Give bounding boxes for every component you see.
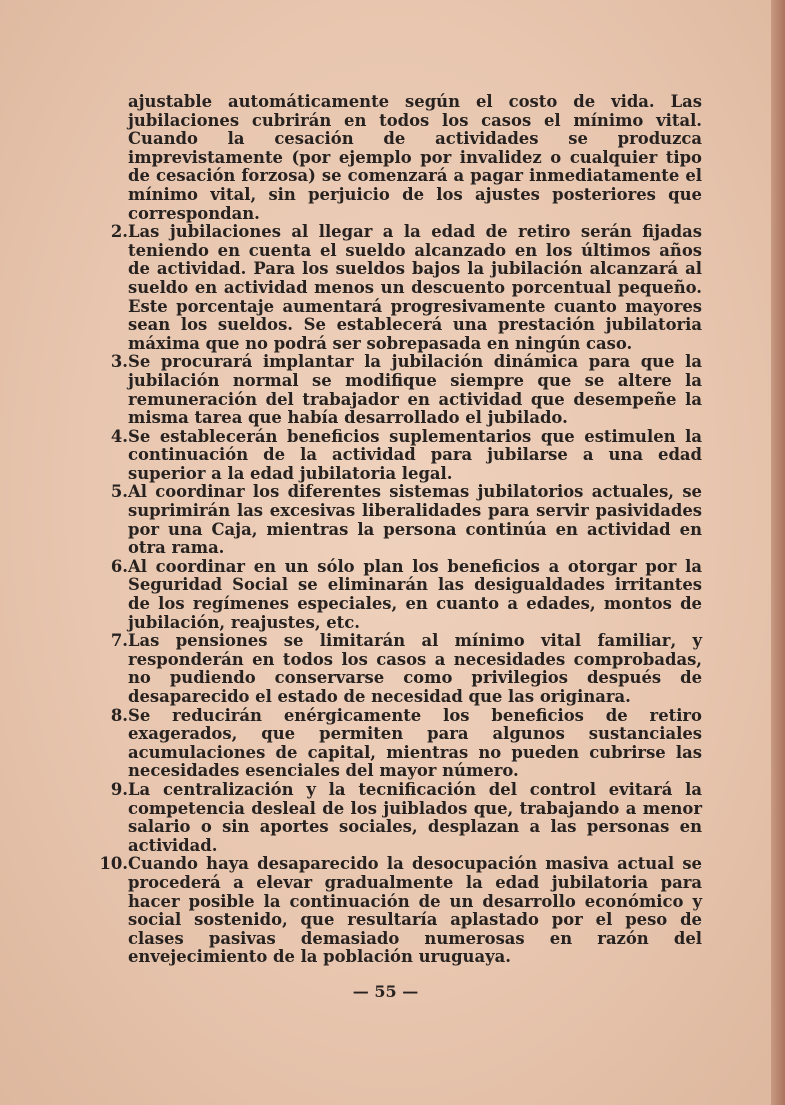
item-text: Se reducirán enérgicamente los beneficios de retiro exagerados, que permiten para algunos sustanciales acumulaciones de capital, mientras no pueden cubrirse las necesidades esenciales del mayor número. bbox=[128, 705, 702, 781]
list-item bbox=[80, 632, 702, 706]
item-text: Las jubilaciones al llegar a la edad de retiro serán fijadas teniendo en cuenta el sueldo alcanzado en los últimos años de actividad. Para los sueldos bajos la jubilación alcanzará al sueldo en actividad menos un descuento porcentual pequeño. Este porcentaje aumentará progresivamente cuanto mayores sean los sueldos. Se establecerá una prestación jubilatoria máxima que no podrá ser sobrepasada en ningún caso. bbox=[128, 222, 702, 353]
page-text bbox=[80, 93, 702, 967]
item-text: Las pensiones se limitarán al mínimo vital familiar, y responderán en todos los casos a necesidades comprobadas, no pudiendo conservarse como privilegios después de desaparecido el estado de necesidad que las originara. bbox=[128, 631, 702, 706]
list-item bbox=[80, 223, 702, 353]
item-text: La centralización y la tecnificación del control evitará la competencia desleal de los juiblados que, trabajando a menor salario o sin aportes sociales, desplazan a las personas en actividad. bbox=[128, 779, 702, 855]
page-number: — 55 — bbox=[352, 982, 419, 1001]
list-item bbox=[80, 855, 702, 967]
list-item bbox=[80, 353, 702, 427]
item-number: 10. bbox=[99, 854, 128, 874]
list-item bbox=[80, 558, 702, 632]
item-text: Se procurará implantar la jubilación dinámica para que la jubilación normal se modifique siempre que se altere la remuneración del trabajador en actividad que desempeñe la misma tarea que había desarrollado el jubilado. bbox=[128, 352, 702, 428]
item-number: 8. bbox=[110, 705, 128, 725]
item-number: 4. bbox=[110, 426, 128, 446]
list-item bbox=[80, 428, 702, 484]
item-text: Al coordinar los diferentes sistemas jubilatorios actuales, se suprimirán las excesivas liberalidades para servir pasividades por una Caja, mientras la persona continúa en actividad en otra rama. bbox=[128, 482, 702, 558]
emphasis: mínimo vital familiar bbox=[454, 631, 671, 651]
item-text: Cuando haya desaparecido la desocupación masiva actual se procederá a elevar gradualmente la edad jubilatoria para hacer posible la continuación de un desarrollo económico y social sostenido, que resultaría aplastado por el peso de clases pasivas demasiado numerosas en razón del envejecimiento de la población uruguaya. bbox=[128, 854, 702, 967]
item-text: Al coordinar en un sólo plan los beneficios a otorgar por la Seguridad Social se eliminarán las desigualdades irritantes de los regímenes especiales, en cuanto a edades, montos de jubilación, reajustes, etc. bbox=[128, 556, 702, 632]
list-item bbox=[80, 781, 702, 855]
continuation-paragraph: ajustable automáticamente según el costo de vida. Las jubilaciones cubrirán en todos los casos el mínimo vital. Cuando la cesación de actividades se produzca imprevistamente (por ejemplo por invalidez o cualquier tipo de cesación forzosa) se comenzará a pagar inmediatamente el mínimo vital, sin perjuicio de los ajustes posteriores que correspondan. bbox=[128, 92, 702, 223]
item-text: Se establecerán beneficios suplementarios que estimulen la continuación de la actividad para jubilarse a una edad superior a la edad jubilatoria legal. bbox=[128, 426, 702, 483]
item-number: 6. bbox=[110, 556, 128, 576]
item-number: 3. bbox=[110, 352, 128, 372]
page-edge bbox=[771, 0, 785, 1105]
item-number: 5. bbox=[110, 482, 128, 502]
item-number: 9. bbox=[110, 779, 128, 799]
list-item bbox=[80, 707, 702, 781]
list-item bbox=[80, 483, 702, 557]
item-number: 2. bbox=[110, 222, 128, 242]
item-number: 7. bbox=[110, 631, 128, 651]
